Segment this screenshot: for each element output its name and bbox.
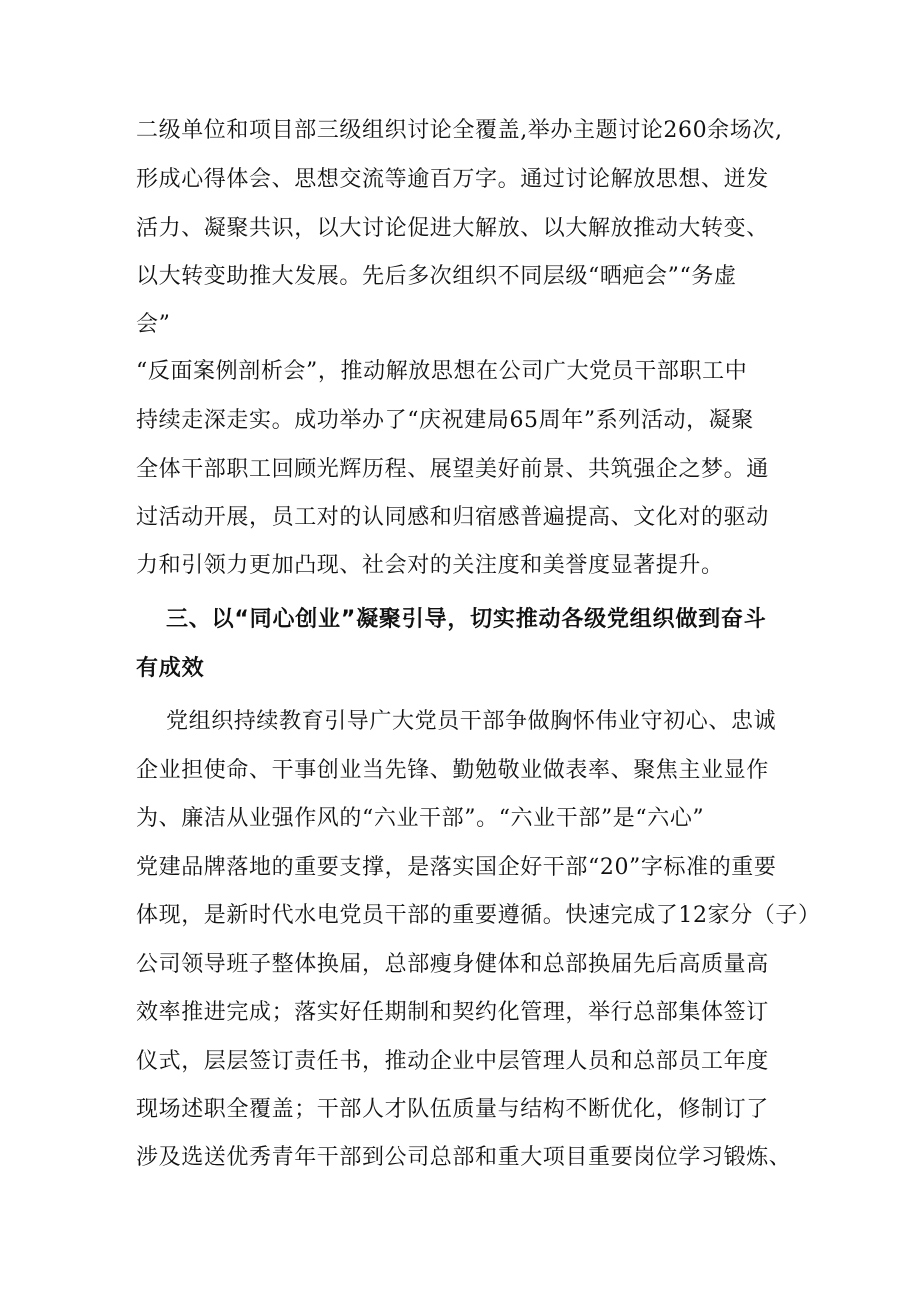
text-line: 活力、凝聚共识，以大讨论促进大解放、以大解放推动大转变、 xyxy=(136,216,769,241)
text-line: 以大转变助推大发展。先后多次组织不同层级“晒疤会”“务虚 xyxy=(136,264,737,289)
text-line: 持续走深走实。成功举办了“庆祝建局65周年”系列活动，凝聚 xyxy=(136,408,754,433)
text-line: 全体干部职工回顾光辉历程、展望美好前景、共筑强企之梦。通 xyxy=(136,457,769,482)
text-line: 效率推进完成；落实好任期制和契约化管理，举行总部集体签订 xyxy=(136,1000,769,1025)
text-line: 现场述职全覆盖；干部人才队伍质量与结构不断优化，修制订了 xyxy=(136,1097,769,1122)
text-line: 公司领导班子整体换届，总部瘦身健体和总部换届先后高质量高 xyxy=(136,952,769,977)
text-line: 会” xyxy=(136,312,171,337)
section-heading-continuation: 有成效 xyxy=(136,656,205,681)
text-line: 仪式，层层签订责任书，推动企业中层管理人员和总部员工年度 xyxy=(136,1049,769,1074)
text-line: 为、廉洁从业强作风的“六业干部”。“六业干部”是“六心” xyxy=(136,806,705,831)
text-line: “反面案例剖析会”，推动解放思想在公司广大党员干部职工中 xyxy=(136,359,748,384)
text-line: 党建品牌落地的重要支撑，是落实国企好干部“20”字标准的重要 xyxy=(136,855,777,880)
text-line: 企业担使命、干事创业当先锋、勤勉敬业做表率、聚焦主业显作 xyxy=(136,758,769,783)
text-line: 二级单位和项目部三级组织讨论全覆盖,举办主题讨论260余场次, xyxy=(136,118,783,143)
section-heading: 三、以“同心创业”凝聚引导，切实推动各级党组织做到奋斗 xyxy=(166,607,767,632)
text-line: 形成心得体会、思想交流等逾百万字。通过讨论解放思想、迸发 xyxy=(136,167,769,192)
text-line: 党组织持续教育引导广大党员干部争做胸怀伟业守初心、忠诚 xyxy=(166,709,777,734)
text-line: 力和引领力更加凸现、社会对的关注度和美誉度显著提升。 xyxy=(136,553,724,578)
text-line: 体现，是新时代水电党员干部的重要遵循。快速完成了12家分（子） xyxy=(136,903,821,928)
text-line: 过活动开展，员工对的认同感和归宿感普遍提高、文化对的驱动 xyxy=(136,505,769,530)
text-line: 涉及选送优秀青年干部到公司总部和重大项目重要岗位学习锻炼、 xyxy=(136,1145,792,1170)
